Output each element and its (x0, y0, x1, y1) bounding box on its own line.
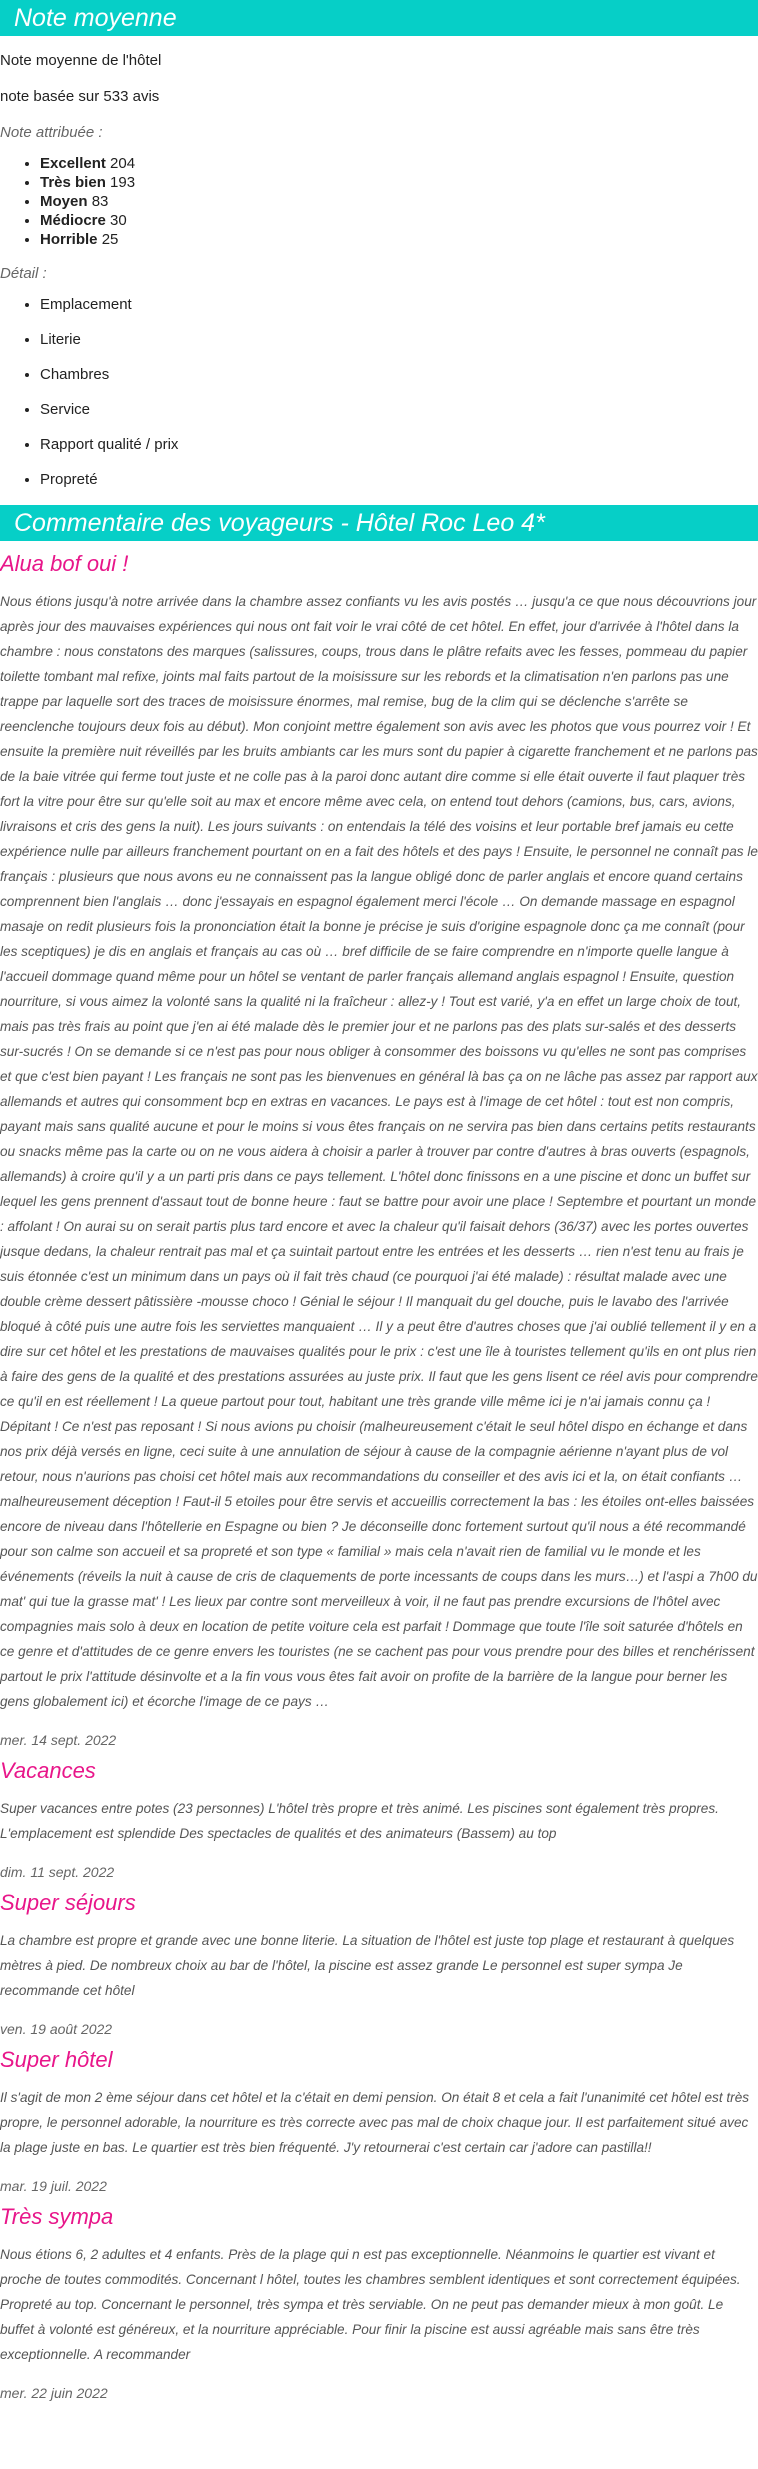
review-title: Vacances (0, 1758, 96, 1783)
detail-item-rapport-qualite-prix: • Rapport qualité / prix (40, 435, 758, 454)
detail-item-literie: • Literie (40, 330, 758, 349)
review-item (0, 2204, 758, 2401)
rating-detail-list (0, 295, 758, 489)
review-body: Nous étions jusqu'à notre arrivée dans la chambre assez confiants vu les avis postés … jusqu'a ce que nous découvrions jour après jour des mauvaises expériences qui nous ont fait voir le vrai côté de cet hôtel. En effet, jour d'arrivée à l'hôtel dans la chambre : nous constatons des marques (salissures, coups, trous dans le plâtre refaits avec les fesses, pommeau du papier toilette tombant mal refixe, joints mal faits partout de la moisissure sur les rebords et la climatisation n'en parlons pas une trappe par laquelle sort des traces de moisissure énormes, mal remise, bug de la clim qui se déclenche s'arrête se reenclenche toujours deux fois au début). Mon conjoint mettre également son avis avec les photos que vous pourrez voir ! Et ensuite la première nuit réveillés par les bruits ambiants car les murs sont du papier à cigarette franchement et ne parlons pas de la baie vitrée qui ferme tout juste et ne colle pas à la paroi donc autant dire comme si elle était ouverte il faut plaquer très fort la vitre pour être sur qu'elle soit au max et encore même avec cela, on entend tout dehors (camions, bus, cars, avions, livraisons et cris des gens la nuit). Les jours suivants : on entendais la télé des voisins et leur portable bref jamais eu cette expérience nulle par ailleurs franchement pourtant on en a fait des hôtels et des pays ! Ensuite, le personnel ne connaît pas le français : plusieurs que nous avons eu ne connaissent pas la langue obligé donc de parler anglais et encore quand certains comprennent bien l'anglais … donc j'essayais en espagnol également merci l'école … On demande massage en espagnol masaje on redit plusieurs fois la prononciation était la bonne je précise je suis d'origine espagnole donc ça me connaît (pour les sceptiques) je dis en anglais et français au cas où … bref difficile de se faire comprendre en n'importe quelle langue à l'accueil dommage quand même pour un hôtel se ventant de parler français allemand anglais espagnol ! Ensuite, question nourriture, si vous aimez la volonté sans la qualité ni la fraîcheur : allez-y ! Tout est varié, y'a en effet un large choix de tout, mais pas très frais au point que j'en ai été malade dès le premier jour et ne parlons pas des plats sur-salés et des desserts sur-sucrés ! On se demande si ce n'est pas pour nous obliger à consommer des boissons vu qu'elles ne sont pas comprises et que c'est bien payant ! Les français ne sont pas les bienvenues en général là bas ça on ne lâche pas assez par rapport aux allemands et autres qui consomment bcp en extras en vacances. Le pays est à l'image de cet hôtel : tout est non compris, payant mais sans qualité aucune et pour le moins si vous êtes français on ne servira pas bien dans certains petits restaurants ou snacks même pas la carte ou on ne vous aidera à choisir a parler à trouver par contre d'autres à bras ouverts (espagnols, allemands) à croire qu'il y a un parti pris dans ce pays tellement. L'hôtel donc finissons en a une piscine et donc un buffet sur lequel les gens prennent d'assaut tout de bonne heure : faut se battre pour avoir une place ! Septembre et pourtant un monde : affolant ! On aurai su on serait partis plus tard encore et avec la chaleur qu'il faisait dehors (36/37) avec les portes ouvertes jusque dedans, la chaleur rentrait pas mal et ça suintait partout entre les entrées et les desserts … rien n'est tenu au frais je suis étonnée c'est un minimum dans un pays où il fait très chaud (ce pourquoi j'ai été malade) : résultat malade avec une double crème dessert pâtissière -mousse choco ! Génial le séjour ! Il manquait du gel douche, puis le lavabo des l'arrivée bloqué à côté puis une autre fois les serviettes manquaient … Il y a peut être d'autres choses que j'ai oublié tellement il y en a dire sur cet hôtel et les prestations de mauvaises qualités pour le prix : c'est une île à touristes tellement qu'ils en ont plus rien à faire des gens de la qualité et des prestations assurées au juste prix. Il faut que les gens lisent ce réel avis pour comprendre ce qu'il en est réellement ! La queue partout pour tout, habitant une très grande ville même ici je n'ai jamais connu ça ! Dépitant ! Ce n'est pas reposant ! Si nous avions pu choisir (malheureusement c'était le seul hôtel dispo en échange et dans nos prix déjà versés en ligne, ceci suite à une annulation de séjour à cause de la compagnie aérienne n'ayant plus de vol retour, nous n'aurions pas choisi cet hôtel mais aux recommandations du conseiller et des avis ici et la, on était confiants … malheureusement déception ! Faut-il 5 etoiles pour être servis et accueillis correctement la bas : les étoiles ont-elles baissées encore de niveau dans l'hôtellerie en Espagne ou bien ? Je déconseille donc fortement surtout qu'il nous a été recommandé pour son calme son accueil et sa propreté et son type « familial » mais cela n'avait rien de familial vu le monde et les événements (réveils la nuit à cause de cris de claquements de porte incessants de coups dans les murs…) et l'aspi a 7h00 du mat' qui tue la grasse mat' ! Les lieux par contre sont merveilleux à voir, il ne faut pas prendre excursions de l'hôtel avec compagnies mais solo à deux en location de petite voiture cela est parfait ! Dommage que toute l'île soit saturée d'hôtels en ce genre et d'attitudes de ce genre envers les touristes (ne se cachent pas pour vous prendre pour des billes et renchérissent partout le prix l'attitude désinvolte et a la fin vous vous êtes fait avoir on profite de la barrière de la langue pour berner les gens globalement ici) et écorche l'image de ce pays … (0, 594, 758, 1709)
review-title: Très sympa (0, 2204, 114, 2229)
review-body: Nous étions 6, 2 adultes et 4 enfants. Près de la plage qui n est pas exceptionnelle. Néanmoins le quartier est vivant et proche de toutes commodités. Concernant l hôtel, toutes les chambres semblent identiques et sont correctement équipées. Propreté au top. Concernant le personnel, très sympa et très serviable. On ne peut pas demander mieux à mon goût. Le buffet à volonté est généreux, et la nourriture appréciable. Pour finir la piscine est aussi agréable mais sans être très exceptionnelle. A recommander (0, 2247, 741, 2362)
review-title: Super séjours (0, 1890, 136, 1915)
rating-count-value: 83 (91, 193, 109, 210)
rating-count-item (40, 154, 758, 173)
rating-count-label: Moyen (40, 193, 88, 210)
review-date: mer. 22 juin 2022 (0, 2385, 108, 2401)
rating-section-title: Note moyenne (0, 0, 758, 36)
rating-label: Note moyenne de l'hôtel (0, 52, 162, 69)
rating-count-label: Très bien (40, 174, 106, 191)
review-item (0, 1890, 758, 2037)
detail-item-emplacement: • Emplacement (40, 295, 758, 314)
rating-count-item (40, 211, 758, 230)
review-title: Alua bof oui ! (0, 551, 129, 576)
rating-count-value: 193 (110, 174, 136, 191)
reviews-count: note basée sur 533 avis (0, 88, 160, 105)
rating-count-value: 30 (110, 212, 127, 229)
rating-count-value: 204 (110, 155, 136, 172)
review-item (0, 2047, 758, 2194)
reviews-section-title: Commentaire des voyageurs - Hôtel Roc Leo 4* (0, 505, 758, 541)
attributed-label: Note attribuée : (0, 124, 103, 141)
rating-counts-list (0, 154, 758, 249)
detail-item-proprete: • Propreté (40, 470, 758, 489)
rating-count-label: Médiocre (40, 212, 106, 229)
review-date: mer. 14 sept. 2022 (0, 1732, 117, 1748)
review-title: Super hôtel (0, 2047, 113, 2072)
review-item (0, 551, 758, 1748)
detail-item-service: • Service (40, 400, 758, 419)
review-body: Super vacances entre potes (23 personnes) L'hôtel très propre et très animé. Les piscines sont également très propres. L'emplacement est splendide Des spectacles de qualités et des animateurs (Bassem) au top (0, 1801, 719, 1841)
rating-count-item (40, 173, 758, 192)
review-item (0, 1758, 758, 1880)
review-date: dim. 11 sept. 2022 (0, 1864, 115, 1880)
rating-count-item (40, 192, 758, 211)
rating-count-label: Horrible (40, 231, 98, 248)
rating-count-label: Excellent (40, 155, 106, 172)
rating-count-value: 25 (101, 231, 119, 248)
review-date: ven. 19 août 2022 (0, 2021, 113, 2037)
rating-count-item (40, 230, 758, 249)
detail-label: Détail : (0, 265, 47, 282)
review-date: mar. 19 juil. 2022 (0, 2178, 107, 2194)
review-body: Il s'agit de mon 2 ème séjour dans cet hôtel et la c'était en demi pension. On était 8 et cela a fait l'unanimité cet hôtel est très propre, le personnel adorable, la nourriture es très correcte avec pas mal de choix chaque jour. Il est parfaitement situé avec la plage juste en bas. Le quartier est très bien fréquenté. J'y retournerai c'est certain car j'adore can pastilla!! (0, 2090, 750, 2155)
review-body: La chambre est propre et grande avec une bonne literie. La situation de l'hôtel est juste top plage et restaurant à quelques mètres à pied. De nombreux choix au bar de l'hôtel, la piscine est assez grande Le personnel est super sympa Je recommande cet hôtel (0, 1933, 735, 1998)
detail-item-chambres: • Chambres (40, 365, 758, 384)
